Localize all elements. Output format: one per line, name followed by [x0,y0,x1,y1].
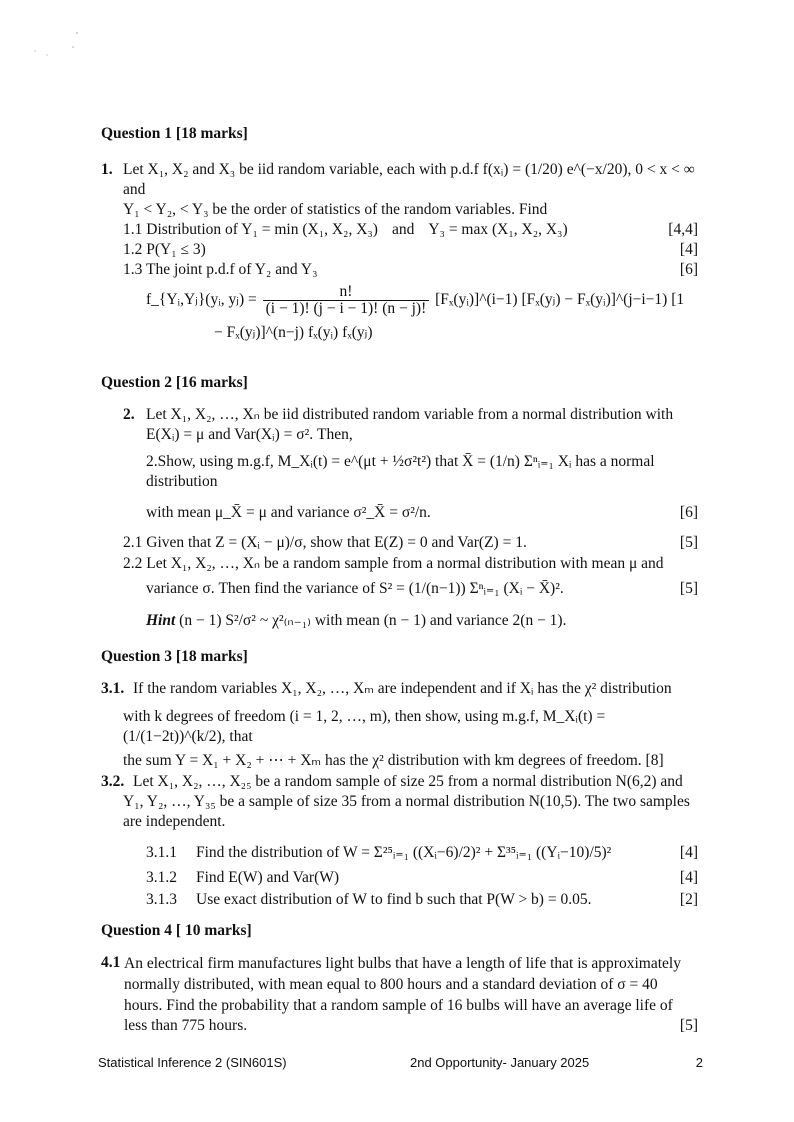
q3-part-3-2 [101,772,698,832]
q1-part-1-1-marks: [4,4] [668,221,698,238]
q3-part-3-2-line2: Y₁, Y₂, …, Y₃₅ be a sample of size 35 from a normal distribution N(10,5). The two samples [123,793,690,810]
q1-part-1-1-row [123,220,698,240]
q4-line4: less than 775 hours. [124,1017,248,1034]
formula-numerator: n! [263,284,430,301]
scan-speckle-marks [25,25,85,75]
hint-label: Hint [146,612,176,629]
q3-sub-3-1-1: Find the distribution of W = Σ²⁵ᵢ₌₁ ((Xᵢ−6)/2)² + Σ³⁵ᵢ₌₁ ((Yᵢ−10)/5)² [196,844,612,861]
q2-part-2-2-line2: variance σ. Then find the variance of S² = (1/(n−1)) Σⁿᵢ₌₁ (Xᵢ − X̄)². [146,580,564,597]
q3-sub-3-1-2-marks: [4] [679,869,698,886]
q4-line3: hours. Find the probability that a random sample of 16 bulbs will have an average life of [124,997,673,1014]
q2-part-2-1-marks: [5] [679,534,698,551]
q1-part-1-1-text [123,220,658,240]
q3-part-3-1-line2: with k degrees of freedom (i = 1, 2, …, m), then show, using m.g.f, M_Xᵢ(t) = (1/(1−2t))^(k/2), that [123,708,606,745]
q4-part-4-1 [101,953,698,1036]
q1-part-1-1: 1.1 Distribution of Y₁ = min (X₁, X₂, X₃) [123,221,378,238]
q3-part-3-2-line1: Let X₁, X₂, …, X₂₅ be a random sample of size 25 from a normal distribution N(6,2) and [133,773,683,790]
q2-line1: Let X₁, X₂, …, Xₙ be iid distributed random variable from a normal distribution with [146,406,674,423]
formula-denominator: (i − 1)! (j − i − 1)! (n − j)! [265,300,427,317]
q2-show-marks: [6] [679,504,698,521]
q3-sub-3-1-3-row [146,890,698,910]
q1-part-1-3: 1.3 The joint p.d.f of Y₂ and Y₃ [123,261,318,278]
formula-rhs: [Fₓ(yᵢ)]^(i−1) [Fₓ(yⱼ) − Fₓ(yᵢ)]^(j−i−1) [1 [435,291,685,309]
footer-page-number: 2 [695,1055,703,1070]
q3-part-3-2-number: 3.2. [101,773,125,790]
q3-sub-3-1-3-marks: [2] [679,891,698,908]
exam-page-body [101,124,698,1036]
q2-mean-variance-line: with mean μ_X̄ = μ and variance σ²_X̄ = σ²/n. [146,504,431,521]
q1-part-1-2-row [123,240,698,260]
q3-sub-3-1-1-row [146,843,698,863]
q1-part-1-3-row [123,260,698,280]
q1-number: 1. [101,161,113,178]
q1-part-1-1-max: Y₃ = max (X₁, X₂, X₃) [428,221,568,238]
q2-number: 2. [123,406,135,423]
q3-part-3-1-line1: If the random variables X₁, X₂, …, Xₘ are independent and if Xᵢ has the χ² distribution [133,680,672,697]
q1-part-1-2: 1.2 P(Y₁ ≤ 3) [123,241,206,258]
hint-text: (n − 1) S²/σ² ~ χ²₍ₙ₋₁₎ with mean (n − 1) and variance 2(n − 1). [179,612,567,629]
q1-part-1-1-and: and [391,221,415,238]
q3-heading: Question 3 [18 marks] [101,648,248,665]
q2-show-line: 2.Show, using m.g.f, M_Xᵢ(t) = e^(μt + ½σ²t²) that X̄ = (1/n) Σⁿᵢ₌₁ Xᵢ has a normal distribution [146,453,655,490]
q1-part-1-2-marks: [4] [679,241,698,258]
q4-marks: [5] [679,1017,698,1034]
footer-opportunity: 2nd Opportunity- January 2025 [410,1055,590,1070]
q2-hint [123,611,698,631]
footer-course: Statistical Inference 2 (SIN601S) [98,1055,287,1070]
q2-part-2-1: 2.1 Given that Z = (Xᵢ − μ)/σ, show that E(Z) = 0 and Var(Z) = 1. [123,534,527,551]
q3-part-3-1 [101,679,698,771]
q4-line2: normally distributed, with mean equal to 800 hours and a standard deviation of σ = 40 [124,976,658,993]
q2-mean-variance-row [146,503,698,523]
q2-part-2-2-marks: [5] [679,580,698,597]
q2-part-2-2-line1-row [123,554,698,574]
formula-fraction [263,284,430,317]
q3-part-3-2-line3: are independent. [123,813,226,830]
q3-sub-3-1-1-number: 3.1.1 [146,844,177,861]
q4-line4-row [124,1016,698,1036]
q3-part-3-1-line3: the sum Y = X₁ + X₂ + ⋯ + Xₘ has the χ² distribution with km degrees of freedom. [8] [123,752,664,769]
q4-part-4-1-number: 4.1 [101,954,121,971]
q3-part-3-2-text [123,772,698,832]
formula-lhs: f_{Yᵢ,Yⱼ}(yᵢ, yⱼ) = [146,291,257,309]
q4-line1: An electrical firm manufactures light bulbs that have a length of life that is approximately [124,955,681,972]
q1-intro-text [123,160,698,220]
q1-part-1-3-marks: [6] [679,261,698,278]
q3-sub-3-1-3-number: 3.1.3 [146,891,177,908]
q2-line2: E(Xᵢ) = μ and Var(Xᵢ) = σ². Then, [146,426,353,443]
q2-part-2-1-row [123,533,698,553]
q3-sub-3-1-3: Use exact distribution of W to find b such that P(W > b) = 0.05. [196,891,592,908]
q3-sub-3-1-2-row [146,868,698,888]
q2-part-2-2-line1: 2.2 Let X₁, X₂, …, Xₙ be a random sample from a normal distribution with mean μ and [123,555,664,572]
q2-part-2-2-line2-row [123,579,698,599]
q3-part-3-1-number: 3.1. [101,680,125,697]
q1-intro [101,160,698,220]
q2-intro [101,405,698,523]
q2-heading: Question 2 [16 marks] [101,374,248,391]
q3-part-3-1-text [123,679,698,771]
q4-text [124,953,698,1036]
q3-sub-3-1-1-marks: [4] [679,844,698,861]
formula-continuation: − Fₓ(yⱼ)]^(n−j) fₓ(yᵢ) fₓ(yⱼ) [214,324,373,341]
q2-intro-text [146,405,698,523]
q1-intro-line2: Y₁ < Y₂, < Y₃ be the order of statistics of the random variables. Find [123,201,548,218]
q1-intro-line1: Let X₁, X₂ and X₃ be iid random variable, each with p.d.f f(xᵢ) = (1/20) e^(−x/20), 0 < x < ∞ and [123,161,695,198]
q3-sub-3-1-2-number: 3.1.2 [146,869,177,886]
q4-heading: Question 4 [ 10 marks] [101,922,252,939]
q3-sub-3-1-2: Find E(W) and Var(W) [196,869,340,886]
joint-pdf-formula [123,284,698,317]
q1-heading: Question 1 [18 marks] [101,125,248,142]
